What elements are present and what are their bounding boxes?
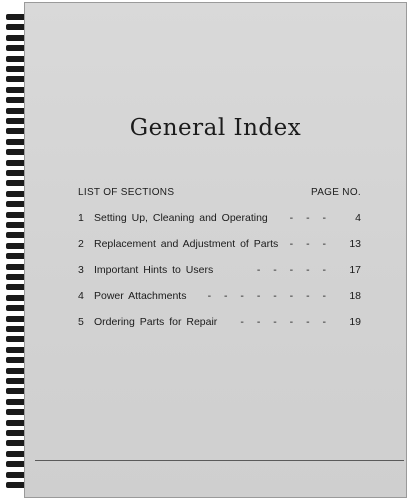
section-label: Important Hints to Users: [94, 264, 214, 276]
section-page: 4: [355, 212, 361, 224]
section-page: 13: [349, 238, 361, 250]
toc-row: [78, 316, 361, 330]
toc-row: [78, 212, 361, 226]
dot-leader: - - -: [289, 238, 331, 250]
section-number: 1: [78, 212, 84, 224]
dot-leader: - - - - -: [256, 264, 331, 276]
dot-leader: - - - - - - - -: [207, 290, 331, 302]
bottom-rule: [35, 460, 404, 461]
section-number: 3: [78, 264, 84, 276]
dot-leader: - - -: [289, 212, 331, 224]
section-number: 4: [78, 290, 84, 302]
section-label: Setting Up, Cleaning and Operating: [94, 212, 268, 224]
section-label: Replacement and Adjustment of Parts: [94, 238, 279, 250]
toc-row: [78, 264, 361, 278]
section-number: 2: [78, 238, 84, 250]
list-header: LIST OF SECTIONS: [78, 187, 175, 198]
section-page: 17: [349, 264, 361, 276]
page-number-header: PAGE NO.: [310, 187, 361, 198]
dot-leader: - - - - - -: [240, 316, 331, 328]
toc-row: [78, 290, 361, 304]
section-page: 19: [349, 316, 361, 328]
toc-row: [78, 238, 361, 252]
section-page: 18: [349, 290, 361, 302]
page-title: General Index: [129, 115, 302, 141]
section-label: Ordering Parts for Repair: [94, 316, 218, 328]
document-page: [24, 2, 407, 498]
section-label: Power Attachments: [94, 290, 187, 302]
section-number: 5: [78, 316, 84, 328]
